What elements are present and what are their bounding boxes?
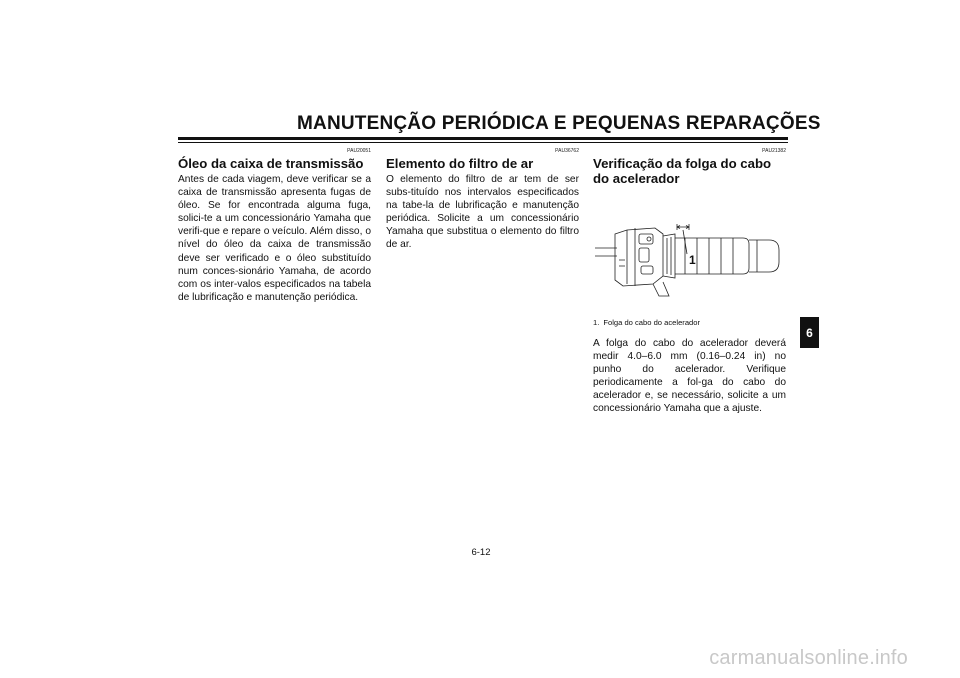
page-number: 6-12 bbox=[471, 547, 491, 558]
callout-number: 1 bbox=[689, 253, 696, 267]
section-throttle-cable bbox=[593, 148, 786, 416]
section-body: Antes de cada viagem, deve verificar se a caixa de transmissão apresenta fugas de óleo. Se for encontrada alguma fuga, solici-te a um concessionário Yamaha que verifi-que e repare o veículo. Além disso, o nível do óleo da caixa de transmissão deve ser verificado e o óleo substituído num conces-sionário Yamaha, de acordo com os inter-valos especificados na tabela de lubrificação e manutenção periódica. bbox=[178, 174, 371, 303]
section-code: PAU21382 bbox=[762, 148, 786, 154]
section-body: A folga do cabo do acelerador deverá medir 4.0–6.0 mm (0.16–0.24 in) no punho do acelerador. Verifique periodicamente a fol-ga do cabo do acelerador e, se necessário, solicite a um concessionário Yamaha que a ajuste. bbox=[593, 338, 786, 415]
watermark: carmanualsonline.info bbox=[709, 647, 908, 669]
title-rule-thin bbox=[178, 142, 788, 143]
section-body: O elemento do filtro de ar tem de ser subs-tituído nos intervalos especificados na tabe-la de lubrificação e manutenção periódica. Solicite a um concessionário Yamaha que substitua o elemento do filtro de ar. bbox=[386, 174, 579, 251]
title-rule bbox=[178, 137, 788, 140]
caption-text: Folga do cabo do acelerador bbox=[603, 318, 701, 327]
figure-caption bbox=[593, 318, 786, 328]
caption-number: 1. bbox=[593, 318, 600, 327]
page-title: MANUTENÇÃO PERIÓDICA E PEQUENAS REPARAÇÕES bbox=[297, 113, 821, 134]
section-heading: Elemento do filtro de ar bbox=[386, 156, 534, 171]
chapter-tab: 6 bbox=[800, 317, 819, 348]
section-heading: Óleo da caixa de transmissão bbox=[178, 156, 364, 171]
section-code: PAU20051 bbox=[347, 148, 371, 154]
section-heading: Verificação da folga do cabo do acelerador bbox=[593, 156, 772, 186]
section-air-filter bbox=[386, 148, 579, 252]
section-transmission-oil bbox=[178, 148, 371, 304]
section-code: PAU36762 bbox=[555, 148, 579, 154]
throttle-grip-illustration bbox=[593, 204, 786, 306]
